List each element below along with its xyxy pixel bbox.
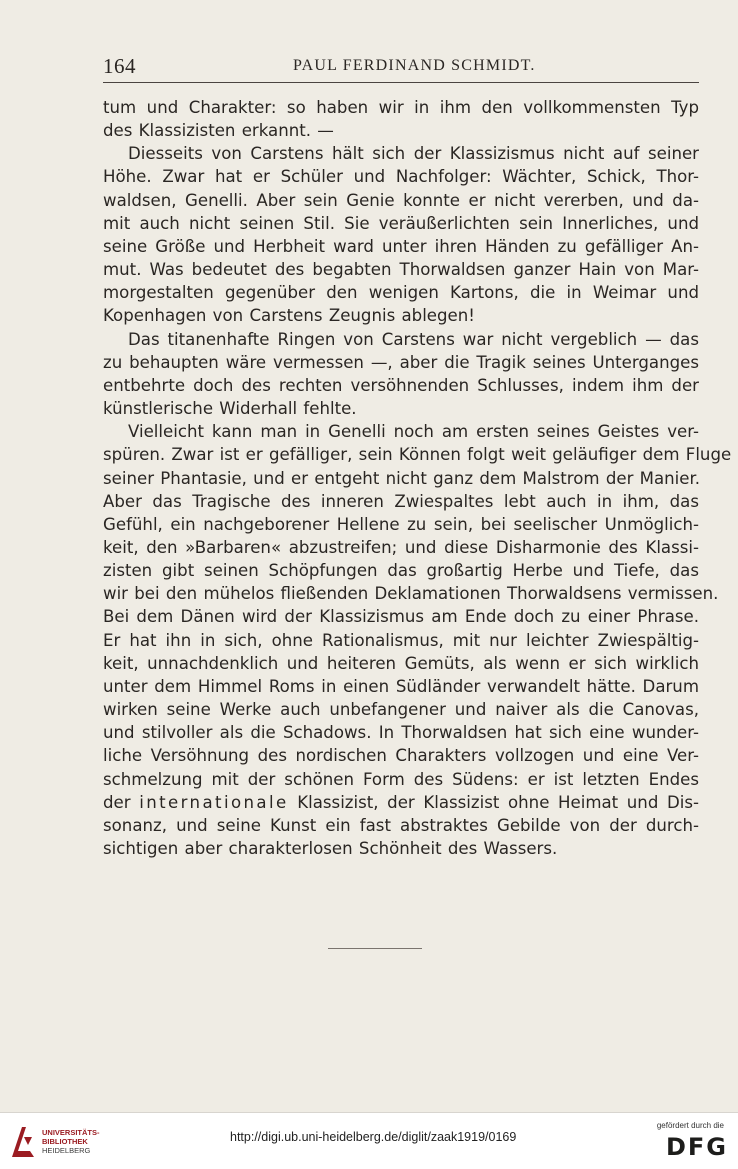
library-name xyxy=(42,1128,100,1155)
spaced-emphasis: internationale xyxy=(139,792,289,812)
text-line: und stilvoller als die Schadows. In Thorwaldsen hat sich eine wunder- xyxy=(103,723,699,743)
text-line: seine Größe und Herbheit ward unter ihren Händen zu gefälliger An- xyxy=(103,236,699,256)
permalink-url[interactable]: http://digi.ub.uni-heidelberg.de/diglit/zaak1919/0169 xyxy=(230,1130,517,1144)
page-number: 164 xyxy=(103,54,136,78)
text-line xyxy=(103,791,699,814)
library-line-3: HEIDELBERG xyxy=(42,1146,91,1155)
body-text xyxy=(103,96,732,860)
text-line: wirken seine Werke auch unbefangener und naiver als die Canovas, xyxy=(103,700,699,720)
text-line: keit, unnachdenklich und heiteren Gemüts, als wenn er sich wirklich xyxy=(103,653,699,673)
text-line: waldsen, Genelli. Aber sein Genie konnte er nicht vererben, und da- xyxy=(103,190,699,210)
text-line: sonanz, und seine Kunst ein fast abstraktes Gebilde von der durch- xyxy=(103,815,699,835)
university-library-logo-icon xyxy=(8,1123,38,1161)
text-line: künstlerische Widerhall fehlte. xyxy=(103,399,357,419)
text-line: Er hat ihn in sich, ohne Rationalismus, mit nur leichter Zwiespältig- xyxy=(103,630,699,650)
text-line: Höhe. Zwar hat er Schüler und Nachfolger: Wächter, Schick, Thor- xyxy=(103,167,699,187)
text-line: morgestalten gegenüber den wenigen Kartons, die in Weimar und xyxy=(103,283,699,303)
text-line: keit, den »Barbaren« abzustreifen; und diese Disharmonie des Klassi- xyxy=(103,537,699,557)
text-line: unter dem Himmel Roms in einen Südländer verwandelt hätte. Darum xyxy=(103,676,699,696)
dfg-logo: DFG xyxy=(665,1133,728,1161)
library-line-1: UNIVERSITÄTS- xyxy=(42,1128,100,1137)
text-line: tum und Charakter: so haben wir in ihm den vollkommensten Typ xyxy=(103,98,699,117)
text-line: Diesseits von Carstens hält sich der Klassizismus nicht auf seiner xyxy=(128,144,699,164)
text-line: Bei dem Dänen wird der Klassizismus am Ende doch zu einer Phrase. xyxy=(103,607,699,627)
text-line: Kopenhagen von Carstens Zeugnis ablegen! xyxy=(103,306,475,326)
text-line: mut. Was bedeutet des begabten Thorwaldsen ganzer Hain von Mar- xyxy=(103,260,699,280)
text-line: schmelzung mit der schönen Form des Südens: er ist letzten Endes xyxy=(103,769,699,789)
text-line: wir bei den mühelos fließenden Deklamationen Thorwaldsens vermissen. xyxy=(103,584,719,604)
footer-bar xyxy=(0,1112,738,1169)
text-line: seiner Phantasie, und er entgeht nicht ganz dem Malstrom der Manier. xyxy=(103,468,701,488)
text-line: Das titanenhafte Ringen von Carstens war nicht vergeblich — das xyxy=(128,329,699,349)
text-line: mit auch nicht seinen Stil. Sie veräußerlichten sein Innerliches, und xyxy=(103,213,699,233)
text-line: zu behaupten wäre vermessen —, aber die Tragik seines Unterganges xyxy=(103,352,699,372)
sponsor-label: gefördert durch die xyxy=(656,1121,724,1130)
text-line: Gefühl, ein nachgeborener Hellene zu sein, bei seelischer Unmöglich- xyxy=(103,514,699,534)
text-line: Aber das Tragische des inneren Zwiespaltes lebt auch in ihm, das xyxy=(103,491,699,511)
library-line-2: BIBLIOTHEK xyxy=(42,1137,88,1146)
text-line-part: der xyxy=(103,792,140,812)
running-title: PAUL FERDINAND SCHMIDT. xyxy=(293,57,536,74)
text-line: Vielleicht kann man in Genelli noch am ersten seines Geistes ver- xyxy=(128,422,699,442)
running-head xyxy=(103,54,699,83)
text-line: sichtigen aber charakterlosen Schönheit des Wassers. xyxy=(103,839,558,858)
text-line: spüren. Zwar ist er gefälliger, sein Können folgt weit geläufiger dem Fluge xyxy=(103,445,732,465)
end-rule xyxy=(328,948,422,949)
text-line: entbehrte doch des rechten versöhnenden Schlusses, indem ihm der xyxy=(103,375,699,395)
text-line: des Klassizisten erkannt. — xyxy=(103,121,334,141)
text-line: liche Versöhnung des nordischen Charakters vollzogen und eine Ver- xyxy=(103,746,699,766)
text-line-part: Klassizist, der Klassizist ohne Heimat und Dis- xyxy=(288,792,699,812)
text-line: zisten gibt seinen Schöpfungen das großartig Herbe und Tiefe, das xyxy=(103,561,699,581)
